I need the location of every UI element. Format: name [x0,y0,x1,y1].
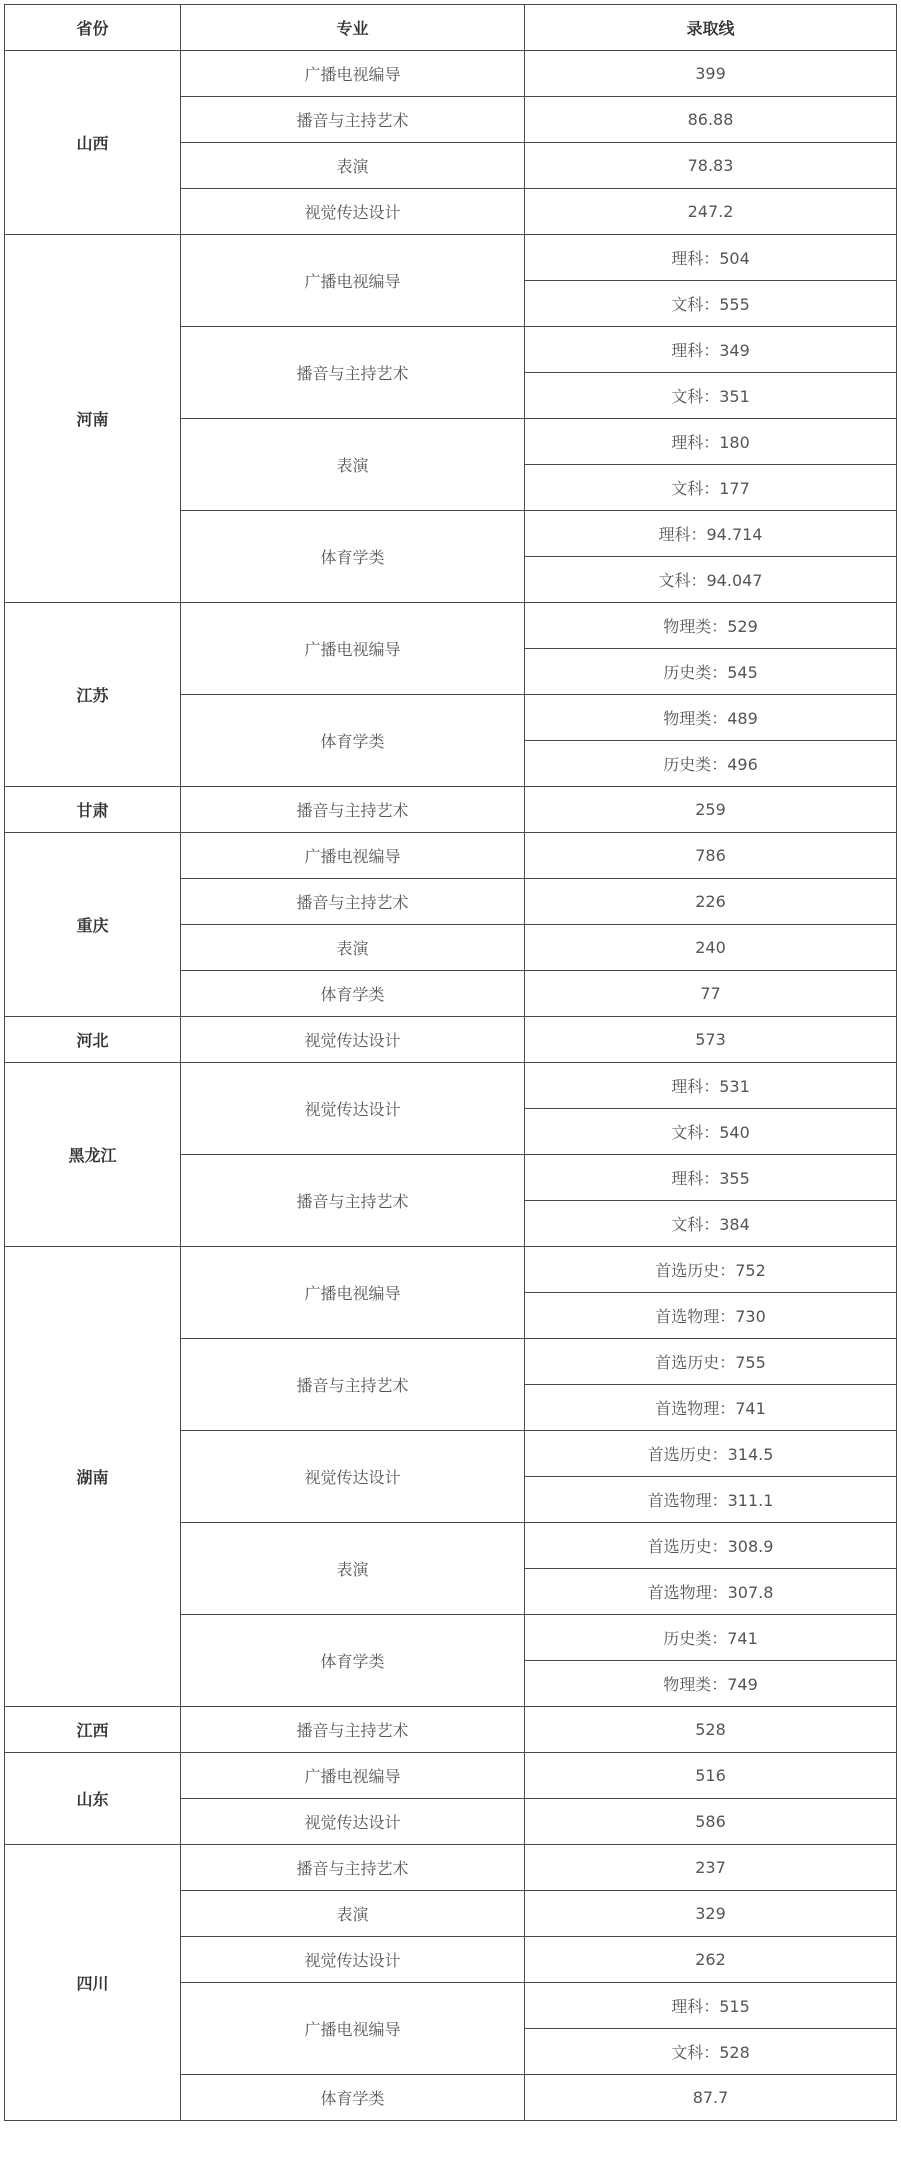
score-cell: 首选物理：307.8 [525,1569,897,1615]
major-cell: 视觉传达设计 [181,1799,525,1845]
major-cell: 视觉传达设计 [181,1431,525,1523]
table-row [5,1247,897,1293]
table-row [5,1707,897,1753]
score-cell: 物理类：489 [525,695,897,741]
score-cell: 77 [525,971,897,1017]
score-cell: 文科：555 [525,281,897,327]
major-cell: 广播电视编导 [181,1753,525,1799]
score-cell: 首选历史：314.5 [525,1431,897,1477]
score-cell: 文科：540 [525,1109,897,1155]
table-row [5,1063,897,1109]
score-cell: 首选历史：755 [525,1339,897,1385]
province-cell: 黑龙江 [5,1063,181,1247]
province-cell: 河南 [5,235,181,603]
header-row [5,5,897,51]
score-cell: 历史类：496 [525,741,897,787]
header-score: 录取线 [525,5,897,51]
score-cell: 首选物理：741 [525,1385,897,1431]
score-cell: 理科：94.714 [525,511,897,557]
province-cell: 江苏 [5,603,181,787]
score-cell: 240 [525,925,897,971]
score-cell: 首选历史：752 [525,1247,897,1293]
score-cell: 物理类：749 [525,1661,897,1707]
score-cell: 文科：177 [525,465,897,511]
major-cell: 广播电视编导 [181,1247,525,1339]
table-row [5,787,897,833]
major-cell: 广播电视编导 [181,833,525,879]
major-cell: 广播电视编导 [181,51,525,97]
table-row [5,1845,897,1891]
score-cell: 文科：94.047 [525,557,897,603]
table-body [5,51,897,2121]
score-cell: 786 [525,833,897,879]
score-cell: 237 [525,1845,897,1891]
score-cell: 理科：515 [525,1983,897,2029]
major-cell: 视觉传达设计 [181,1017,525,1063]
major-cell: 播音与主持艺术 [181,1155,525,1247]
score-cell: 329 [525,1891,897,1937]
table-row [5,1017,897,1063]
major-cell: 表演 [181,419,525,511]
table-row [5,833,897,879]
table-row [5,235,897,281]
major-cell: 体育学类 [181,1615,525,1707]
province-cell: 山东 [5,1753,181,1845]
major-cell: 体育学类 [181,695,525,787]
province-cell: 江西 [5,1707,181,1753]
major-cell: 表演 [181,925,525,971]
score-cell: 262 [525,1937,897,1983]
score-cell: 历史类：545 [525,649,897,695]
table-row [5,51,897,97]
score-cell: 87.7 [525,2075,897,2121]
major-cell: 广播电视编导 [181,1983,525,2075]
major-cell: 视觉传达设计 [181,1937,525,1983]
major-cell: 播音与主持艺术 [181,787,525,833]
province-cell: 甘肃 [5,787,181,833]
major-cell: 视觉传达设计 [181,189,525,235]
score-cell: 文科：351 [525,373,897,419]
score-cell: 86.88 [525,97,897,143]
table-row [5,1753,897,1799]
major-cell: 播音与主持艺术 [181,327,525,419]
major-cell: 表演 [181,1891,525,1937]
province-cell: 河北 [5,1017,181,1063]
score-cell: 文科：384 [525,1201,897,1247]
score-cell: 理科：504 [525,235,897,281]
score-cell: 首选历史：308.9 [525,1523,897,1569]
score-cell: 516 [525,1753,897,1799]
score-cell: 首选物理：730 [525,1293,897,1339]
major-cell: 广播电视编导 [181,603,525,695]
score-cell: 259 [525,787,897,833]
score-cell: 586 [525,1799,897,1845]
major-cell: 播音与主持艺术 [181,1339,525,1431]
major-cell: 体育学类 [181,511,525,603]
score-cell: 理科：180 [525,419,897,465]
header-major: 专业 [181,5,525,51]
major-cell: 体育学类 [181,971,525,1017]
major-cell: 播音与主持艺术 [181,97,525,143]
table-row [5,603,897,649]
score-cell: 历史类：741 [525,1615,897,1661]
score-cell: 理科：355 [525,1155,897,1201]
score-cell: 理科：531 [525,1063,897,1109]
score-cell: 78.83 [525,143,897,189]
score-cell: 528 [525,1707,897,1753]
score-cell: 物理类：529 [525,603,897,649]
major-cell: 播音与主持艺术 [181,1845,525,1891]
admission-score-table [4,4,897,2121]
major-cell: 播音与主持艺术 [181,1707,525,1753]
score-cell: 573 [525,1017,897,1063]
major-cell: 视觉传达设计 [181,1063,525,1155]
score-cell: 226 [525,879,897,925]
major-cell: 体育学类 [181,2075,525,2121]
province-cell: 山西 [5,51,181,235]
score-cell: 399 [525,51,897,97]
province-cell: 四川 [5,1845,181,2121]
major-cell: 表演 [181,143,525,189]
score-cell: 247.2 [525,189,897,235]
score-cell: 首选物理：311.1 [525,1477,897,1523]
province-cell: 重庆 [5,833,181,1017]
score-cell: 文科：528 [525,2029,897,2075]
header-province: 省份 [5,5,181,51]
major-cell: 播音与主持艺术 [181,879,525,925]
province-cell: 湖南 [5,1247,181,1707]
major-cell: 广播电视编导 [181,235,525,327]
score-cell: 理科：349 [525,327,897,373]
major-cell: 表演 [181,1523,525,1615]
